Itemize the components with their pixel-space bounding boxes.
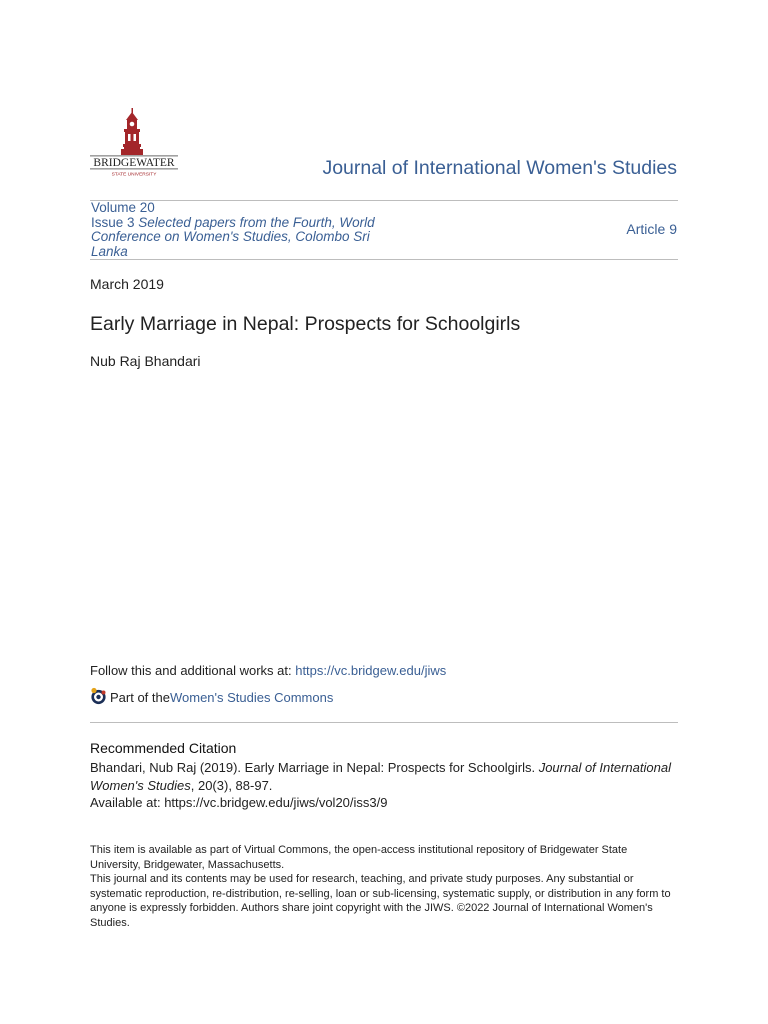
part-of-text: Part of the [110, 690, 170, 705]
part-of-line [90, 687, 333, 708]
article-number-link[interactable]: Article 9 [626, 221, 677, 237]
article-title: Early Marriage in Nepal: Prospects for Schoolgirls [90, 313, 521, 335]
recommended-citation-heading: Recommended Citation [90, 740, 237, 756]
volume-link[interactable]: Volume 20 [91, 200, 155, 215]
citation-text [90, 759, 680, 812]
womens-studies-commons-link[interactable]: Women's Studies Commons [169, 690, 334, 705]
publication-date: March 2019 [90, 276, 164, 292]
network-commons-icon [90, 687, 110, 708]
notice-paragraph-1: This item is available as part of Virtual Commons, the open-access institutional repository of Bridgewater State University, Bridgewater, Massachusetts. [90, 844, 628, 871]
notice-paragraph-2: This journal and its contents may be used for research, teaching, and private study purposes. Any substantial or systematic reproduction, re-distribution, re-selling, loan or sub-licensing, systematic supply, or distribution in any form to anyone is expressly forbidden. Authors share joint copyright with the JIWS. ©2022 Journal of International Women's Studies. [90, 873, 671, 929]
citation-journal: Journal of International Women's Studies [90, 760, 671, 793]
author-name: Nub Raj Bhandari [90, 353, 201, 369]
clocktower-icon [90, 108, 178, 180]
follow-line [90, 663, 446, 678]
journal-title-link[interactable]: Journal of International Women's Studies [322, 157, 677, 179]
bridgewater-logo[interactable] [90, 108, 178, 180]
issue-label: Issue 3 [91, 214, 135, 230]
logo-subtitle: STATE UNIVERSITY [111, 172, 157, 178]
issue-info [91, 201, 391, 259]
issue-title: Selected papers from the Fourth, World Conference on Women's Studies, Colombo Sri Lanka [91, 214, 375, 259]
header-divider-bottom [90, 259, 678, 260]
section-divider [90, 722, 678, 723]
follow-text: Follow this and additional works at: [90, 663, 296, 678]
repository-notice [90, 843, 680, 931]
citation-available: Available at: https://vc.bridgew.edu/jiws/vol20/iss3/9 [90, 795, 388, 810]
citation-details: , 20(3), 88-97. [190, 777, 273, 793]
follow-link[interactable]: https://vc.bridgew.edu/jiws [295, 663, 447, 678]
issue-link[interactable] [91, 216, 391, 260]
citation-main: Bhandari, Nub Raj (2019). Early Marriage in Nepal: Prospects for Schoolgirls. [90, 760, 539, 775]
logo-wordmark: BRIDGEWATER [93, 157, 175, 169]
